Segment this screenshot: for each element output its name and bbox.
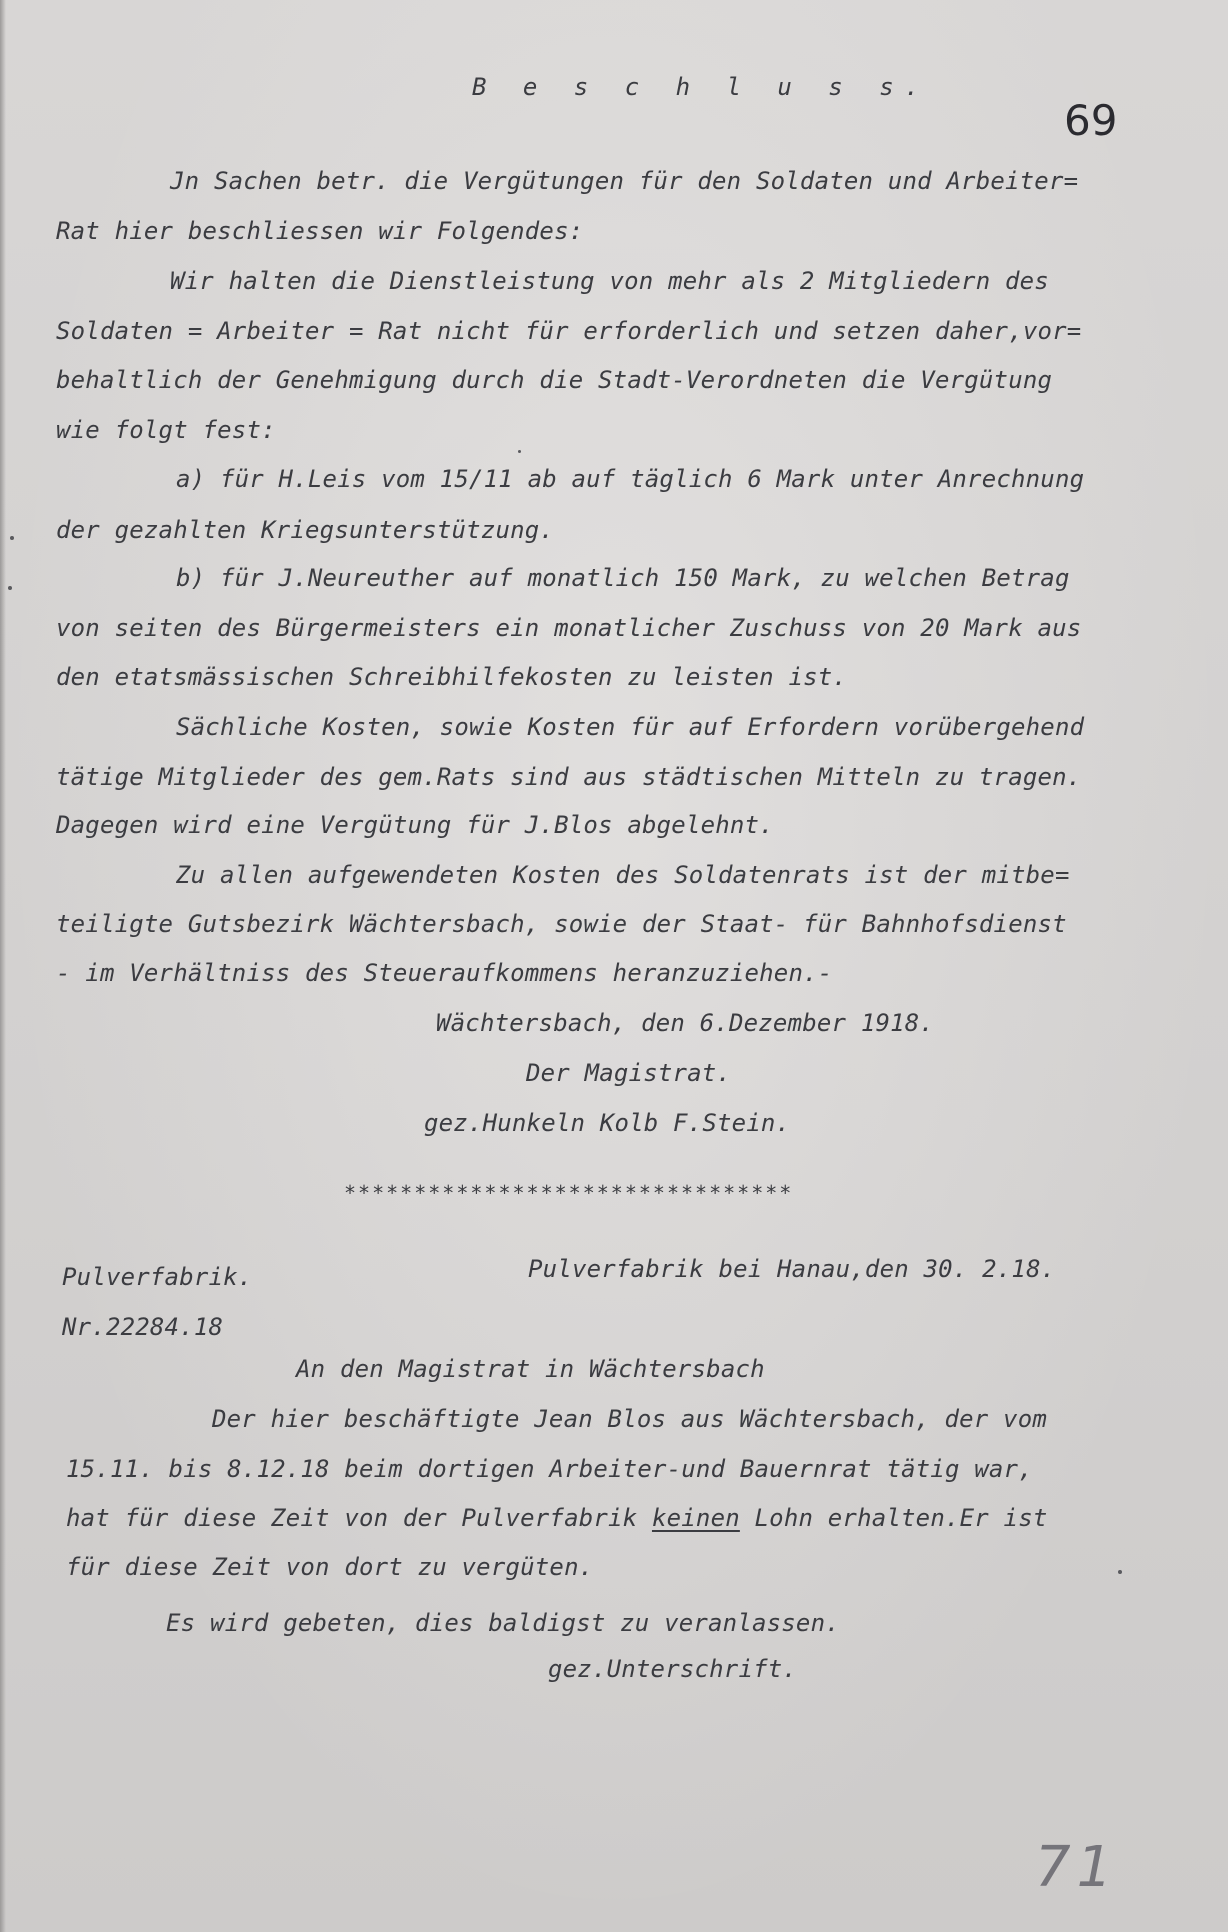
resolution-line: Zu allen aufgewendeten Kosten des Soldatenrats ist der mitbe= <box>176 861 1070 889</box>
resolution-line: - im Verhältniss des Steueraufkommens heranzuziehen.- <box>56 959 833 987</box>
resolution-line: b) für J.Neureuther auf monatlich 150 Mark, zu welchen Betrag <box>176 564 1070 592</box>
letter-body-line: Der hier beschäftigte Jean Blos aus Wächtersbach, der vom <box>212 1405 1048 1433</box>
resolution-line: tätige Mitglieder des gem.Rats sind aus städtischen Mitteln zu tragen. <box>56 763 1082 791</box>
resolution-line: Dagegen wird eine Vergütung für J.Blos abgelehnt. <box>56 811 774 839</box>
resolution-line: Jn Sachen betr. die Vergütungen für den Soldaten und Arbeiter= <box>170 167 1079 195</box>
resolution-line: Sächliche Kosten, sowie Kosten für auf Erfordern vorübergehend <box>176 713 1085 741</box>
pencil-archive-number: 71 <box>1035 1835 1119 1900</box>
letter-signature: gez.Unterschrift. <box>548 1655 798 1683</box>
resolution-line: Wir halten die Dienstleistung von mehr als 2 Mitgliedern des <box>170 267 1049 295</box>
resolution-line: a) für H.Leis vom 15/11 ab auf täglich 6 Mark unter Anrechnung <box>176 465 1085 493</box>
resolution-heading: B e s c h l u s s. <box>472 73 931 101</box>
resolution-line: Soldaten = Arbeiter = Rat nicht für erforderlich und setzen daher,vor= <box>56 317 1082 345</box>
letter-request: Es wird gebeten, dies baldigst zu veranlassen. <box>166 1609 840 1637</box>
separator-stars: ******************************** <box>344 1181 794 1205</box>
resolution-line: behaltlich der Genehmigung durch die Stadt-Verordneten die Vergütung <box>56 366 1053 394</box>
resolution-line: der gezahlten Kriegsunterstützung. <box>56 516 555 544</box>
letter-place-date: Pulverfabrik bei Hanau,den 30. 2.18. <box>528 1255 1056 1283</box>
letter-body-line: 15.11. bis 8.12.18 beim dortigen Arbeiter-und Bauernrat tätig war, <box>66 1455 1033 1483</box>
letter-sender: Pulverfabrik. <box>62 1263 253 1291</box>
letter-reference: Nr.22284.18 <box>62 1313 224 1341</box>
page-number: 69 <box>1064 96 1118 145</box>
resolution-line: Rat hier beschliessen wir Folgendes: <box>56 217 584 245</box>
underlined-word: keinen <box>651 1504 740 1532</box>
margin-mark <box>1118 1570 1122 1574</box>
resolution-place-date: Wächtersbach, den 6.Dezember 1918. <box>436 1009 935 1037</box>
resolution-line: von seiten des Bürgermeisters ein monatlicher Zuschuss von 20 Mark aus <box>56 614 1082 642</box>
resolution-line: den etatsmässischen Schreibhilfekosten zu leisten ist. <box>56 663 848 691</box>
margin-mark <box>8 586 12 590</box>
margin-mark <box>518 450 521 453</box>
resolution-signatures: gez.Hunkeln Kolb F.Stein. <box>424 1109 791 1137</box>
letter-body-text: hat für diese Zeit von der Pulverfabrik <box>66 1504 652 1532</box>
margin-mark <box>10 536 14 540</box>
resolution-line: wie folgt fest: <box>56 416 276 444</box>
resolution-line: teiligte Gutsbezirk Wächtersbach, sowie der Staat- für Bahnhofsdienst <box>56 910 1067 938</box>
letter-body-line <box>66 1503 1048 1533</box>
resolution-authority: Der Magistrat. <box>526 1059 732 1087</box>
letter-body-line: für diese Zeit von dort zu vergüten. <box>66 1553 594 1581</box>
letter-addressee: An den Magistrat in Wächtersbach <box>296 1355 765 1383</box>
letter-body-text: Lohn erhalten.Er ist <box>739 1504 1048 1532</box>
